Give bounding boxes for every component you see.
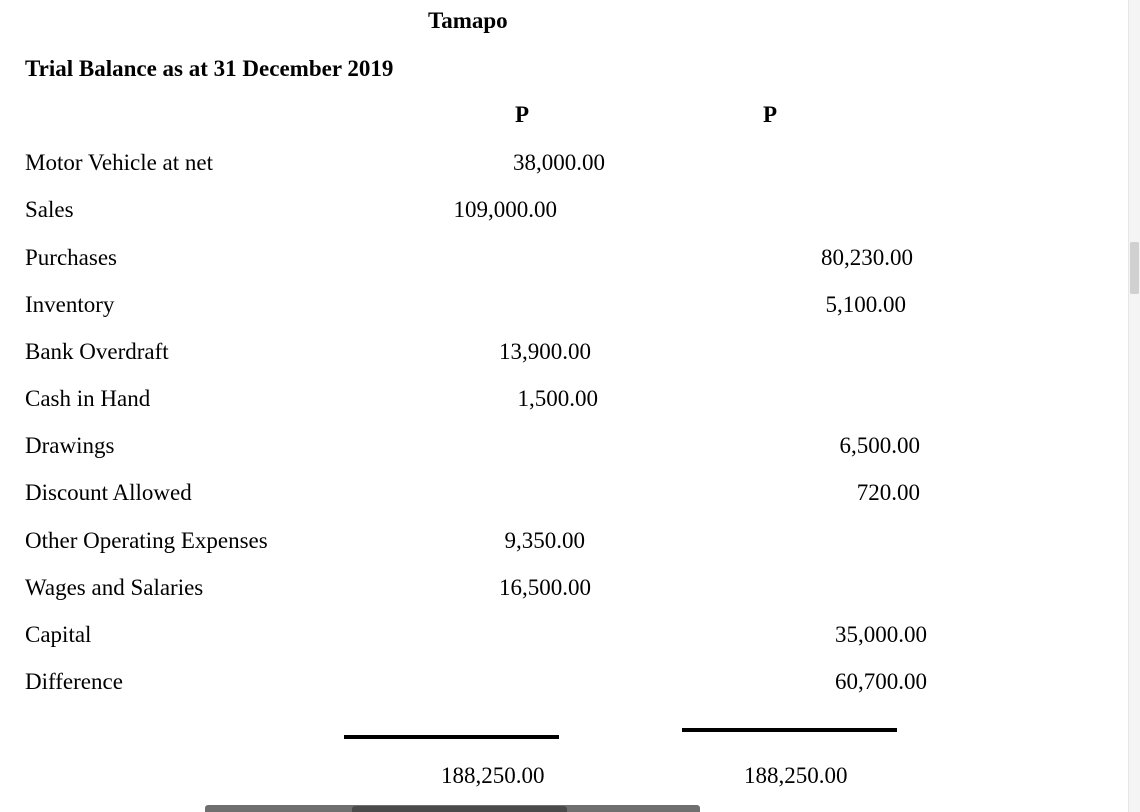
- row-debit-amount: 13,900.00: [499, 339, 591, 364]
- row-debit-amount: 9,350.00: [504, 528, 585, 553]
- row-debit-amount: 16,500.00: [499, 575, 591, 600]
- credit-total-rule: [682, 728, 897, 732]
- row-credit-amount: 6,500.00: [839, 433, 920, 458]
- row-label: Wages and Salaries: [25, 575, 204, 600]
- row-label: Capital: [25, 622, 92, 647]
- debit-total: 188,250.00: [441, 763, 545, 788]
- row-label: Other Operating Expenses: [25, 528, 268, 553]
- company-name: Tamapo: [428, 8, 508, 33]
- row-label: Discount Allowed: [25, 480, 192, 505]
- row-credit-amount: 60,700.00: [835, 669, 927, 694]
- debit-total-rule: [344, 735, 559, 739]
- row-credit-amount: 35,000.00: [835, 622, 927, 647]
- row-debit-amount: 38,000.00: [513, 150, 605, 175]
- document-title: Trial Balance as at 31 December 2019: [25, 56, 394, 81]
- row-label: Bank Overdraft: [25, 339, 169, 364]
- row-label: Inventory: [25, 292, 115, 317]
- horizontal-scrollbar-thumb[interactable]: [352, 806, 567, 812]
- row-credit-amount: 720.00: [856, 480, 920, 505]
- vertical-scrollbar[interactable]: [1128, 0, 1140, 812]
- credit-column-header: P: [763, 102, 778, 127]
- row-label: Difference: [25, 669, 123, 694]
- row-label: Sales: [25, 197, 74, 222]
- row-debit-amount: 1,500.00: [517, 386, 598, 411]
- row-label: Purchases: [25, 245, 117, 270]
- row-label: Drawings: [25, 433, 115, 458]
- vertical-scrollbar-thumb[interactable]: [1130, 242, 1139, 294]
- row-label: Cash in Hand: [25, 386, 151, 411]
- credit-total: 188,250.00: [744, 763, 848, 788]
- row-label: Motor Vehicle at net: [25, 150, 213, 175]
- debit-column-header: P: [515, 102, 530, 127]
- row-debit-amount: 109,000.00: [453, 197, 557, 222]
- row-credit-amount: 80,230.00: [821, 245, 913, 270]
- row-credit-amount: 5,100.00: [825, 292, 906, 317]
